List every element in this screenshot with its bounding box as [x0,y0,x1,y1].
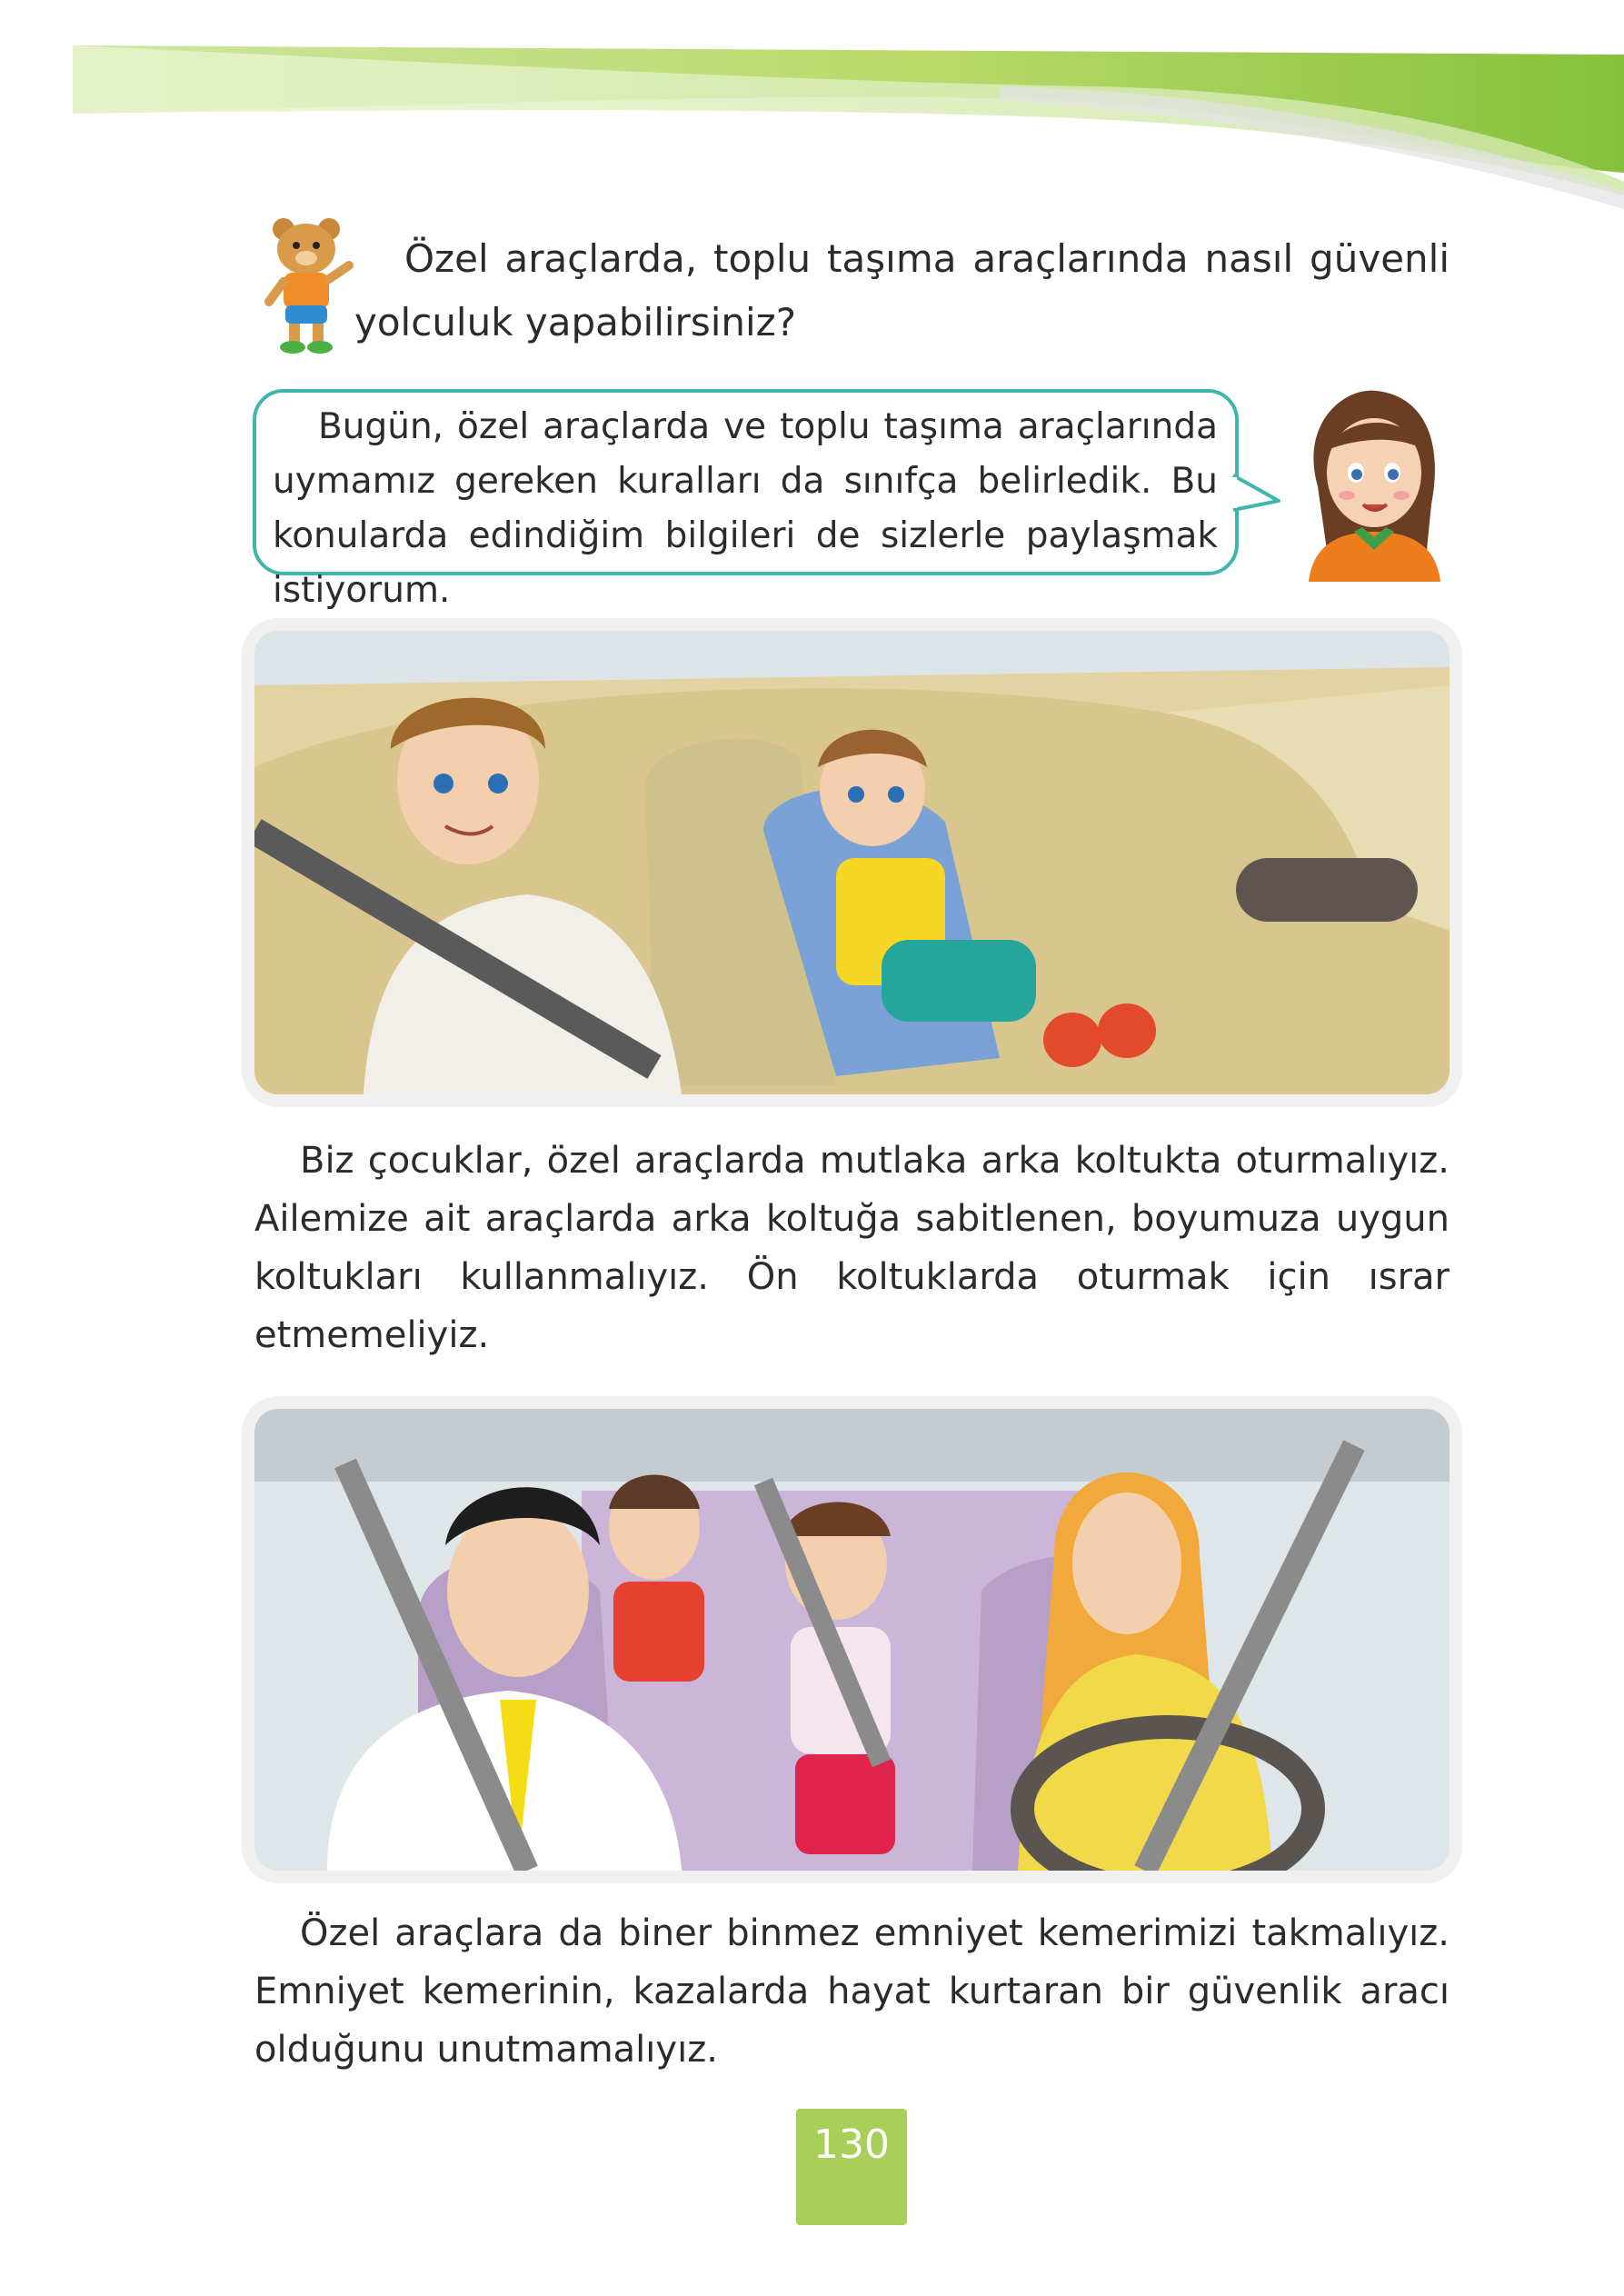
bear-mascot-icon [256,211,356,356]
girl-narrator-icon [1290,386,1454,582]
speech-bubble-text: Bugün, özel araçlarda ve toplu taşıma araçlarında uymamız gereken kuralları da sınıfça belirledik. Bu konularda edindiğim bilgileri de sizlerle paylaşmak istiyorum. [273,406,1218,611]
header-banner [0,0,1624,209]
illustration-back-seat [254,631,1450,1094]
page-number: 130 [796,2109,907,2225]
illustration-seatbelts [254,1409,1450,1871]
paragraph-seatbelts: Özel araçlara da biner binmez emniyet kemerimizi takmalıyız. Emniyet kemerinin, kazalarda hayat kurtaran bir güvenlik aracı olduğunu unutmamalıyız. [254,1912,1450,2071]
question-text: Özel araçlarda, toplu taşıma araçlarında nasıl güvenli yolculuk yapabilirsiniz? [354,236,1450,344]
speech-bubble-tail [1231,468,1286,523]
paragraph-back-seat: Biz çocuklar, özel araçlarda mutlaka arka koltukta oturmalıyız. Ailemize ait araçlarda arka koltuğa sabitlenen, boyumuza uygun koltukları kullanmalıyız. Ön koltuklarda oturmak için ısrar etmemeliyiz. [254,1140,1450,1356]
